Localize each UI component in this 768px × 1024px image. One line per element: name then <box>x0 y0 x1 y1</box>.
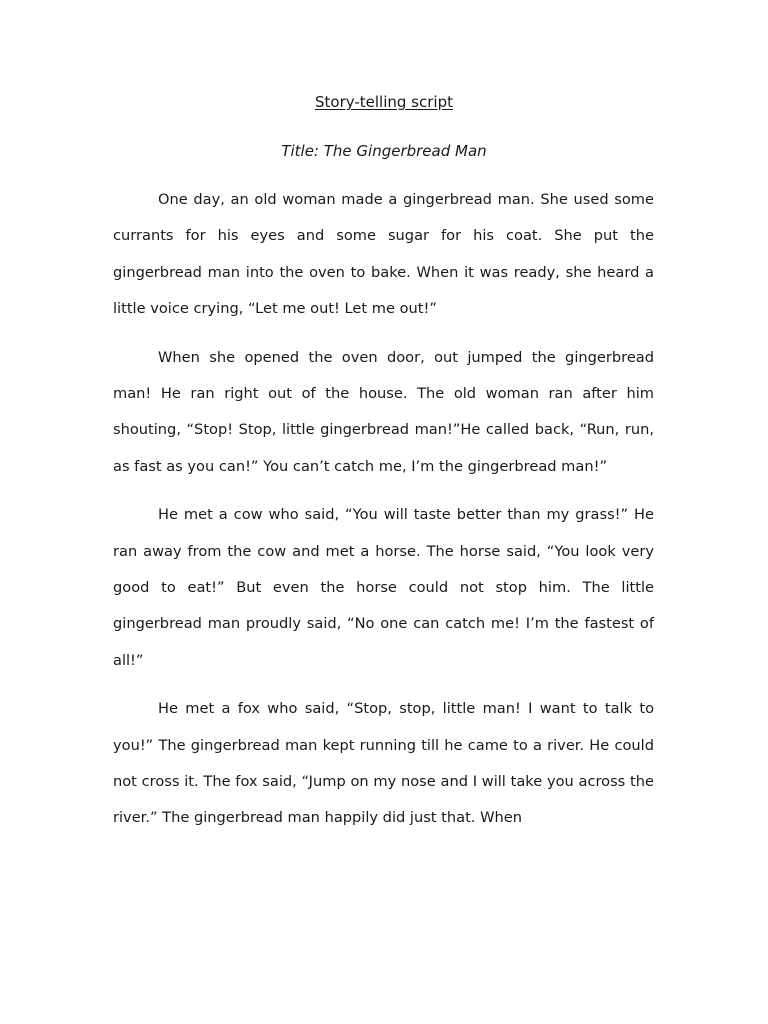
story-paragraph-4: He met a fox who said, “Stop, stop, little man! I want to talk to you!” The gingerbread man kept running till he came to a river. He could not cross it. The fox said, “Jump on my nose and I will take you across the river.” The gingerbread man happily did just that. When <box>113 700 654 827</box>
story-body <box>113 182 654 849</box>
story-paragraph-3: He met a cow who said, “You will taste better than my grass!” He ran away from the cow and met a horse. The horse said, “You look very good to eat!” But even the horse could not stop him. The little gingerbread man proudly said, “No one can catch me! I’m the fastest of all!” <box>113 506 654 669</box>
story-paragraph-1: One day, an old woman made a gingerbread man. She used some currants for his eyes and some sugar for his coat. She put the gingerbread man into the oven to bake. When it was ready, she heard a little voice crying, “Let me out! Let me out!” <box>113 191 654 317</box>
story-title: Title: The Gingerbread Man <box>281 142 487 160</box>
document-heading: Story-telling script <box>315 93 453 111</box>
story-paragraph-2: When she opened the oven door, out jumped the gingerbread man! He ran right out of the house. The old woman ran after him shouting, “Stop! Stop, little gingerbread man!”He called back, “Run, run, as fast as you can!” You can’t catch me, I’m the gingerbread man!” <box>113 348 654 475</box>
